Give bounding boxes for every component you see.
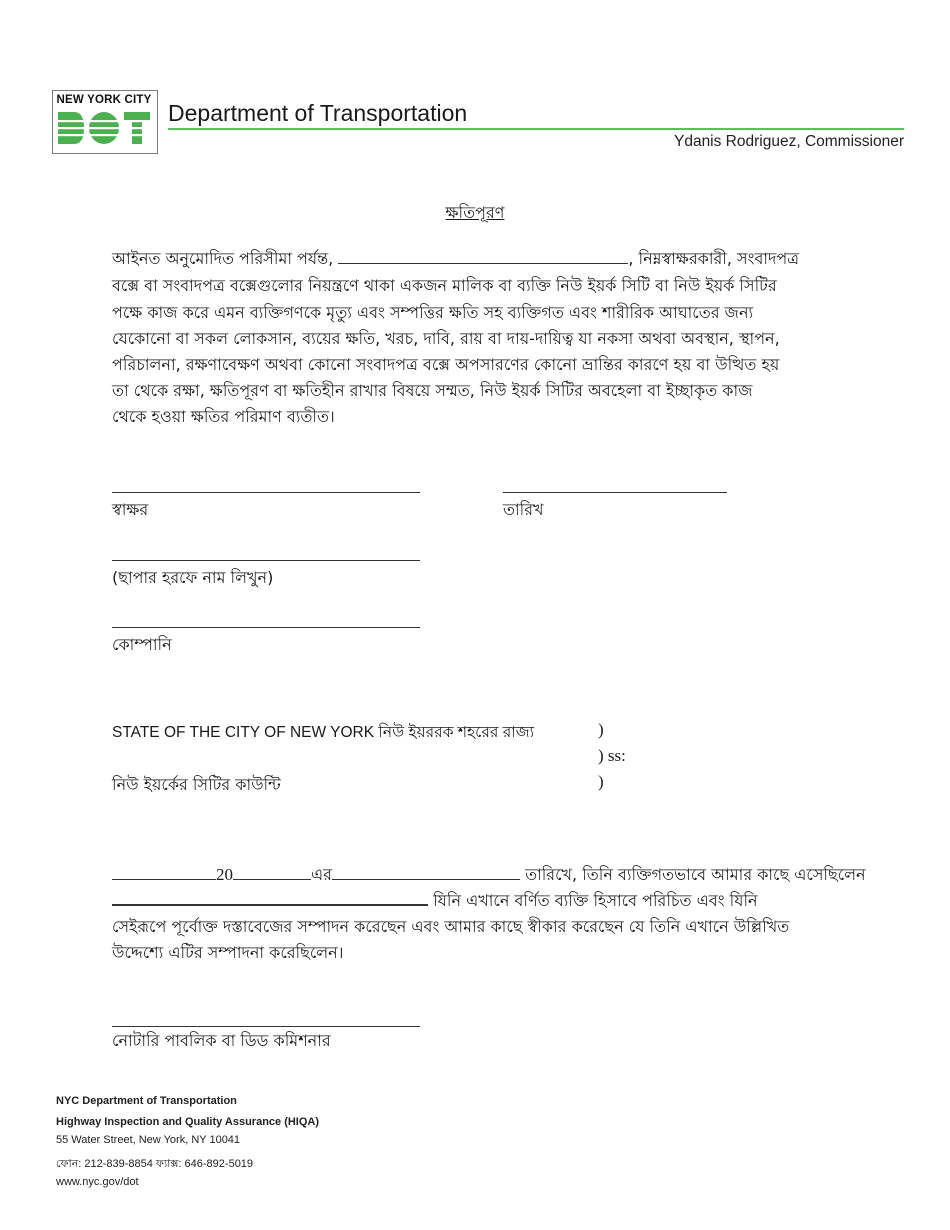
ack-line-4: উদ্দেশ্যে এটির সম্পাদনা করেছিলেন। (112, 943, 344, 962)
paragraph-line-5: পরিচালনা, রক্ষণাবেক্ষণ অথবা কোনো সংবাদপত্র বক্সে অপসারণের কোনো ভ্রান্তির কারণে হয় বা উত্থিত হয় (112, 355, 780, 374)
paragraph-line-3: পক্ষে কাজ করে এমন ব্যক্তিগণকে মৃত্যু এবং সম্পত্তির ক্ষতি সহ ব্যক্তিগত এবং শারীরিক আঘাতের জন্য (112, 303, 754, 322)
bracket-1: ) (598, 720, 604, 739)
footer-phone-fax: ফোন: 212-839-8854 ফ্যাক্স: 646-892-5019 (56, 1158, 254, 1170)
bracket-ss: ) ss: (598, 746, 626, 765)
day-blank[interactable] (112, 865, 216, 880)
header-rule (168, 128, 904, 130)
ack-line-1 (112, 862, 866, 889)
county-line: নিউ ইয়র্কের সিটির কাউন্টি (112, 775, 281, 794)
company-line[interactable] (112, 627, 420, 628)
year-prefix: 20 (216, 865, 233, 884)
bracket-3: ) (598, 772, 604, 791)
paragraph-line-4: যেকোনো বা সকল লোকসান, ব্যয়ের ক্ষতি, খরচ, দাবি, রায় বা দায়-দায়িত্ব যা নকসা অথবা অবস্থান, স্থাপন, (112, 329, 780, 348)
dot-logo-mark (56, 109, 152, 147)
print-name-line[interactable] (112, 560, 420, 561)
notary-line[interactable] (112, 1026, 420, 1027)
footer-website[interactable]: www.nyc.gov/dot (56, 1176, 139, 1188)
signature-label: স্বাক্ষর (112, 500, 149, 519)
of-text: এর (311, 865, 332, 884)
month-blank[interactable] (332, 865, 520, 880)
appearing-person-blank[interactable] (112, 890, 428, 906)
logo-top-text: NEW YORK CITY (56, 94, 152, 106)
print-name-label: (ছাপার হরফে নাম লিখুন) (112, 568, 274, 587)
notary-label: নোটারি পাবলিক বা ডিড কমিশনার (112, 1031, 331, 1050)
signature-line[interactable] (112, 492, 420, 493)
paragraph-line-7: থেকে হওয়া ক্ষতির পরিমাণ ব্যতীত। (112, 407, 335, 426)
paragraph-line-1-end: , নিম্নস্বাক্ষরকারী, সংবাদপত্র (628, 249, 800, 268)
ack-line-2 (112, 888, 758, 915)
ack-line-3: সেইরূপে পূর্বোক্ত দস্তাবেজের সম্পাদন করেছেন এবং আমার কাছে স্বীকার করেছেন যে তিনি এখানে উল্লিখিত (112, 917, 790, 936)
nyc-dot-logo (52, 90, 158, 154)
ack-line-2-end: যিনি এখানে বর্ণিত ব্যক্তি হিসাবে পরিচিত এবং যিনি (428, 891, 758, 910)
paragraph-line-6: তা থেকে রক্ষা, ক্ষতিপূরণ বা ক্ষতিহীন রাখার বিষয়ে সম্মত, নিউ ইয়র্ক সিটির অবহেলা বা ইচ্ছাকৃত কাজ (112, 381, 753, 400)
document-heading: ক্ষতিপূরণ (445, 203, 505, 222)
year-blank[interactable] (233, 865, 311, 880)
footer-address: 55 Water Street, New York, NY 10041 (56, 1134, 241, 1146)
commissioner-name: Ydanis Rodriguez, Commissioner (673, 133, 904, 150)
company-label: কোম্পানি (112, 635, 172, 654)
signer-name-blank[interactable] (338, 249, 628, 264)
date-label: তারিখ (503, 500, 544, 519)
department-title: Department of Transportation (168, 100, 468, 126)
paragraph-line-1 (112, 246, 799, 273)
date-line[interactable] (503, 492, 727, 493)
paragraph-line-2: বক্সে বা সংবাদপত্র বক্সেগুলোর নিয়ন্ত্রণে থাকা একজন মালিক বা ব্যক্তি নিউ ইয়র্ক সিটি বা নিউ ইয়র্ক সিটির (112, 276, 777, 295)
paragraph-line-1-start: আইনত অনুমোদিত পরিসীমা পর্যন্ত, (112, 249, 339, 268)
footer-org: NYC Department of Transportation (56, 1095, 237, 1107)
ack-line-1-end: তারিখে, তিনি ব্যক্তিগতভাবে আমার কাছে এসেছিলেন (519, 865, 866, 884)
footer-division: Highway Inspection and Quality Assurance (HIQA) (56, 1116, 320, 1128)
state-line: STATE OF THE CITY OF NEW YORK নিউ ইয়ররক শহরের রাজ্য (112, 724, 535, 741)
